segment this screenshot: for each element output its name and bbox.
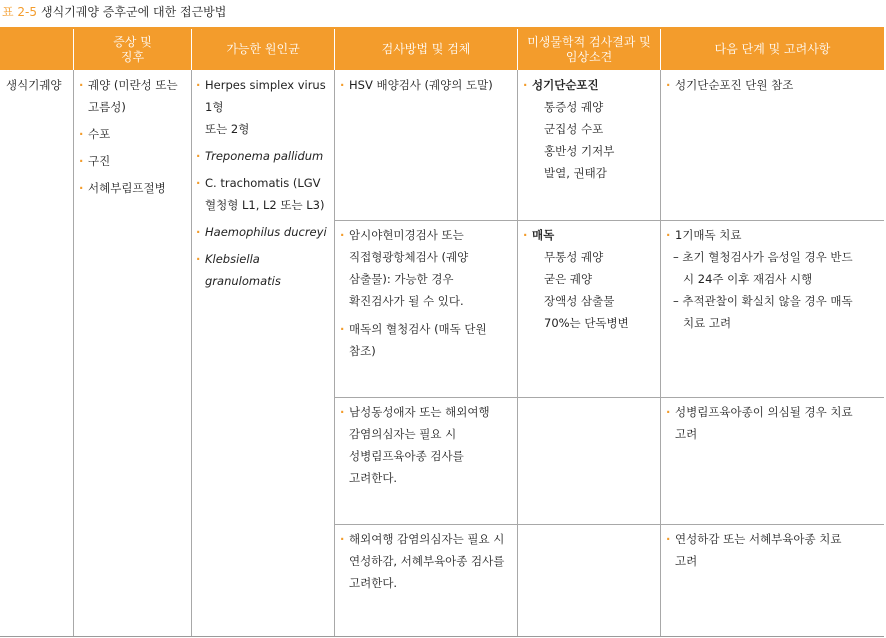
table-title: 생식기궤양 증후군에 대한 접근방법 (41, 5, 227, 19)
header-tests: 검사방법 및 검체 (335, 29, 517, 70)
row1-test: · HSV 배양검사 (궤양의 도말) (339, 74, 515, 96)
row4-test: · 해외여행 감염의심자는 필요 시 연성하감, 서혜부육아종 검사를 고려한다. (339, 528, 515, 594)
row-separator (334, 220, 884, 221)
pathogen-item: · Haemophilus ducreyi (195, 221, 333, 243)
row1-findings: · 성기단순포진 통증성 궤양 군집성 수포 홍반성 기저부 발열, 권태감 (522, 74, 658, 184)
row3-next-step: · 성병림프육아종이 의심될 경우 치료 고려 (665, 401, 882, 445)
pathogens-list (195, 74, 333, 292)
pathogen-item: · C. trachomatis (LGV 혈청형 L1, L2 또는 L3) (195, 172, 333, 216)
grid-line (517, 70, 518, 636)
grid-line (191, 70, 192, 636)
row4-next-step: · 연성하감 또는 서혜부육아종 치료 고려 (665, 528, 882, 572)
row2-next-step: · 1기매독 치료 – 초기 혈청검사가 음성일 경우 반드 시 24주 이후 재검사 시행 – 추적관찰이 확실치 않을 경우 매독 치료 고려 (665, 224, 882, 334)
row1-next-step: · 성기단순포진 단원 참조 (665, 74, 882, 96)
grid-line (660, 70, 661, 636)
row3-test: · 남성동성애자 또는 해외여행 감염의심자는 필요 시 성병림프육아종 검사를 고려한다. (339, 401, 515, 489)
pathogen-item: · Treponema pallidum (195, 145, 333, 167)
table-caption (2, 3, 226, 21)
symptom-item: · 서혜부림프절병 (78, 177, 190, 199)
grid-line (73, 70, 74, 636)
row2-findings: · 매독 무통성 궤양 굳은 궤양 장액성 삼출물 70%는 단독병변 (522, 224, 658, 334)
symptom-item: · 궤양 (미란성 또는 고름성) (78, 74, 190, 118)
grid-line (334, 70, 335, 636)
pathogen-item: · Klebsiella granulomatis (195, 248, 333, 292)
row-separator (334, 524, 884, 525)
symptoms-list (78, 74, 190, 199)
approach-table (0, 27, 884, 637)
row-separator (334, 397, 884, 398)
table-number: 표 2-5 (2, 5, 38, 19)
header-symptoms: 증상 및 징후 (74, 29, 191, 70)
row2-test: · 암시야현미경검사 또는 직접형광항체검사 (궤양 삼출물): 가능한 경우 확진검사가 될 수 있다. · 매독의 혈청검사 (매독 단원 참조) (339, 224, 515, 362)
syndrome-label: 생식기궤양 (6, 78, 62, 92)
header-findings: 미생물학적 검사결과 및 임상소견 (518, 29, 660, 70)
header-pathogens: 가능한 원인균 (192, 29, 334, 70)
header-next-steps: 다음 단계 및 고려사항 (661, 29, 884, 70)
pathogen-item: · Herpes simplex virus 1형 또는 2형 (195, 74, 333, 140)
header-cell-empty (0, 29, 73, 70)
symptom-item: · 구진 (78, 150, 190, 172)
symptom-item: · 수포 (78, 123, 190, 145)
